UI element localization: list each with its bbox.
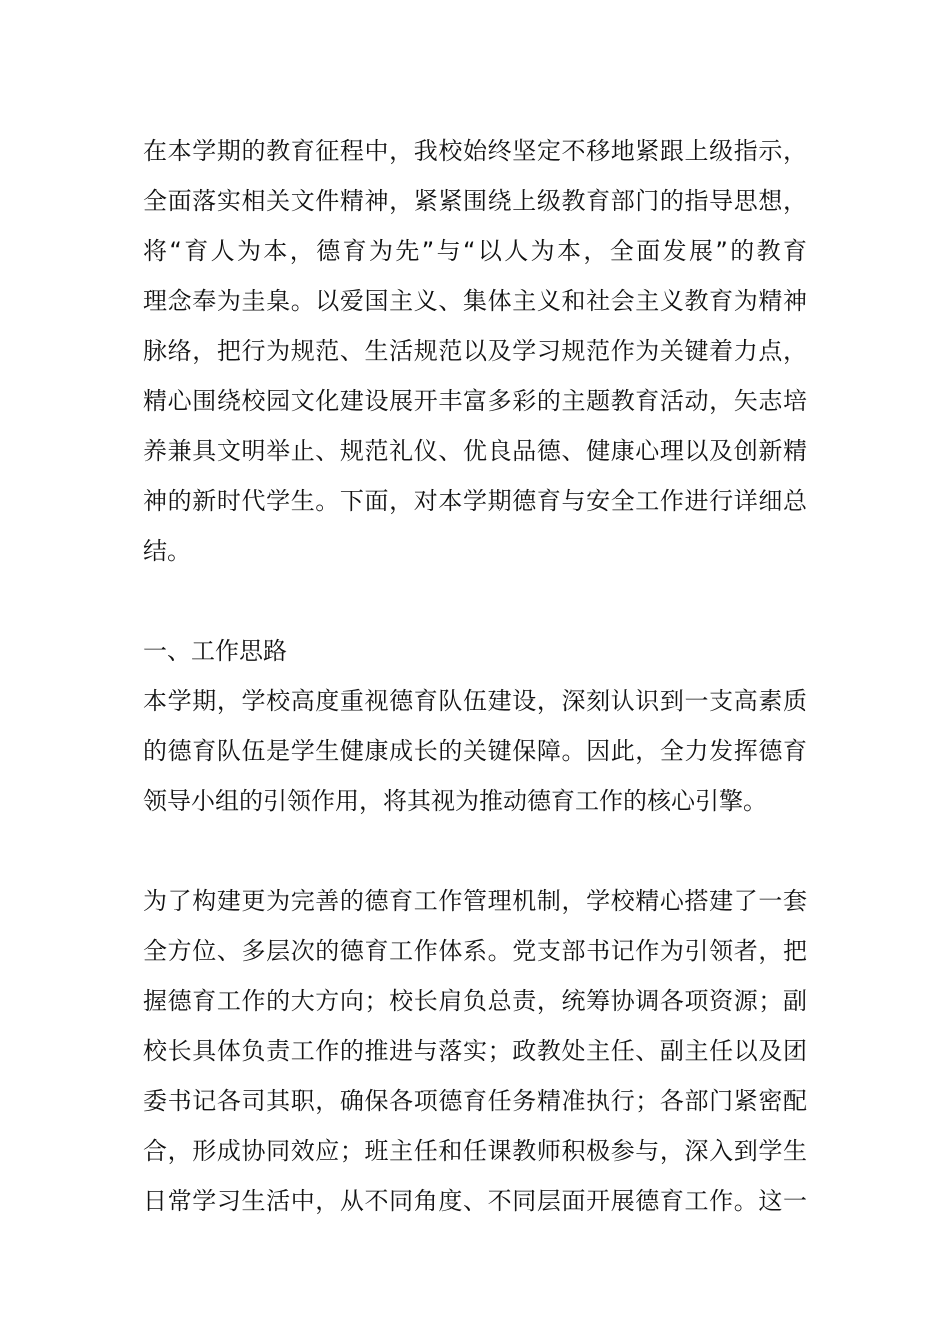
text-line: 神的新时代学生。下面，对本学期德育与安全工作进行详细总 (143, 487, 807, 515)
paragraph-gap (143, 826, 807, 876)
text-line: 本学期，学校高度重视德育队伍建设，深刻认识到一支高素质 (143, 687, 807, 715)
text-line: 委书记各司其职，确保各项德育任务精准执行；各部门紧密配 (143, 1087, 807, 1115)
text-line: 在本学期的教育征程中，我校始终坚定不移地紧跟上级指示， (143, 137, 807, 165)
text-line: 合，形成协同效应；班主任和任课教师积极参与，深入到学生 (143, 1137, 807, 1165)
text-line: 将“育人为本，德育为先”与“以人为本，全面发展”的教育 (143, 237, 807, 265)
text-line: 日常学习生活中，从不同角度、不同层面开展德育工作。这一 (143, 1187, 807, 1215)
text-line: 全面落实相关文件精神，紧紧围绕上级教育部门的指导思想， (143, 187, 807, 215)
paragraph-2 (143, 876, 807, 1226)
intro-paragraph (143, 126, 807, 576)
text-line: 理念奉为圭臬。以爱国主义、集体主义和社会主义教育为精神 (143, 287, 807, 315)
paragraph-gap (143, 576, 807, 626)
text-line: 为了构建更为完善的德育工作管理机制，学校精心搭建了一套 (143, 887, 807, 915)
text-line: 全方位、多层次的德育工作体系。党支部书记作为引领者，把 (143, 937, 807, 965)
document-body (143, 126, 807, 1226)
text-line: 领导小组的引领作用，将其视为推动德育工作的核心引擎。 (143, 787, 767, 815)
text-line: 握德育工作的大方向；校长肩负总责，统筹协调各项资源；副 (143, 987, 807, 1015)
text-line: 的德育队伍是学生健康成长的关键保障。因此，全力发挥德育 (143, 737, 807, 765)
text-line: 养兼具文明举止、规范礼仪、优良品德、健康心理以及创新精 (143, 437, 807, 465)
text-line: 结。 (143, 537, 191, 565)
paragraph-1 (143, 676, 807, 826)
text-line: 精心围绕校园文化建设展开丰富多彩的主题教育活动，矢志培 (143, 387, 807, 415)
text-line: 校长具体负责工作的推进与落实；政教处主任、副主任以及团 (143, 1037, 807, 1065)
text-line: 脉络，把行为规范、生活规范以及学习规范作为关键着力点， (143, 337, 807, 365)
section-heading: 一、工作思路 (143, 637, 287, 665)
